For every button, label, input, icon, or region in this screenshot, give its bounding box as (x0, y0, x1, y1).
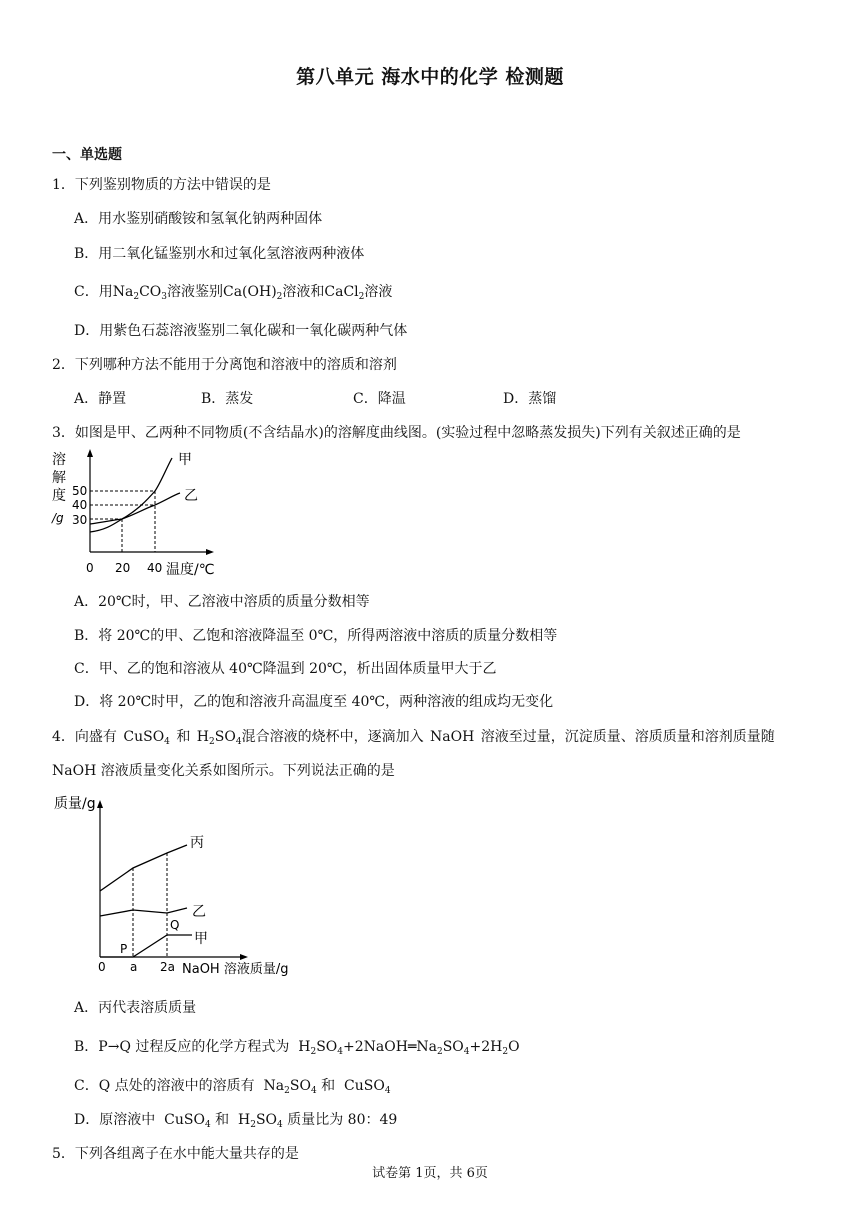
q3-ytick-50: 50 (72, 484, 88, 498)
q2-option-a: A．静置 (74, 391, 127, 407)
q3-y-arrow (87, 449, 93, 457)
q3-x-arrow (206, 549, 214, 555)
q4-option-c: C．Q 点处的溶液中的溶质有 $Na_2SO_4$ 和 CuSO$_4$ (74, 1078, 391, 1096)
q3-option-a: A．20℃时，甲、乙溶液中溶质的质量分数相等 (74, 594, 370, 610)
q3-xtick-20: 20 (115, 561, 131, 575)
solubility-graph (48, 444, 228, 584)
q4-line-bing (100, 845, 187, 891)
q4-option-a: A．丙代表溶质质量 (74, 1000, 197, 1016)
q3-curve-jia (90, 458, 172, 532)
q1-option-d: D．用紫色石蕊溶液鉴别二氧化碳和一氧化碳两种气体 (74, 323, 408, 339)
q3-option-c: C．甲、乙的饱和溶液从 40℃降温到 20℃，析出固体质量甲大于乙 (74, 661, 497, 677)
q3-ytick-30: 30 (72, 513, 88, 527)
q4-option-b: B．P→Q 过程反应的化学方程式为 $H_2SO_4+2NaOH═Na_2SO_4+2H_2O$ (74, 1039, 520, 1057)
q3-xtick-40: 40 (147, 561, 163, 575)
q3-option-b: B．将 20℃的甲、乙饱和溶液降温至 0℃，所得两溶液中溶质的质量分数相等 (74, 628, 558, 644)
q3-xtick-0: 0 (86, 561, 94, 575)
q5-stem: 5．下列各组离子在水中能大量共存的是 (52, 1146, 299, 1162)
q4-series-bing: 丙 (190, 835, 204, 851)
mass-graph (54, 790, 314, 980)
q1-option-c: C．用$Na_2CO_3$溶液鉴别$Ca(OH)_2$溶液和CaCl$_2$溶液 (74, 284, 393, 302)
q4-point-q: Q (170, 918, 180, 932)
q2-options (74, 388, 694, 408)
q4-stem-line1: 4．向盛有 CuSO$_4$ 和 $H_2SO_4$混合溶液的烧杯中，逐滴加入 NaOH 溶液至过量，沉淀质量、溶质质量和溶剂质量随 (52, 729, 775, 747)
page-footer: 试卷第 1页，共 6页 (372, 1166, 488, 1181)
q4-line-jia (100, 935, 192, 957)
q3-ylabel-2: 解 (52, 470, 66, 486)
q4-line-yi (100, 908, 187, 916)
q2-stem: 2．下列哪种方法不能用于分离饱和溶液中的溶质和溶剂 (52, 357, 397, 373)
q4-x-arrow (240, 954, 248, 960)
q4-xtick-a: a (130, 960, 138, 974)
q4-xlabel: NaOH 溶液质量/g (182, 962, 289, 977)
q2-option-b: B．蒸发 (201, 391, 254, 407)
q1-stem: 1．下列鉴别物质的方法中错误的是 (52, 177, 271, 193)
q4-stem-line2: NaOH 溶液质量变化关系如图所示。下列说法正确的是 (52, 763, 395, 779)
section-heading: 一、单选题 (52, 147, 122, 163)
q4-xtick-2a: 2a (160, 960, 175, 974)
q4-xtick-0: 0 (98, 960, 106, 974)
q1-option-b: B．用二氧化锰鉴别水和过氧化氢溶液两种液体 (74, 246, 365, 262)
q4-option-d: D．原溶液中 CuSO$_4$ 和 $H_2SO_4$ 质量比为 80：49 (74, 1112, 398, 1130)
q3-curve-yi (90, 493, 180, 524)
q3-xlabel: 温度/℃ (166, 562, 215, 578)
q4-point-p: P (120, 942, 128, 956)
q3-option-d: D．将 20℃时甲，乙的饱和溶液升高温度至 40℃，两种溶液的组成均无变化 (74, 694, 554, 710)
q3-ylabel-4: /g (52, 511, 64, 525)
q4-ylabel: 质量/g (54, 796, 96, 812)
q3-series-jia: 甲 (178, 452, 192, 468)
q4-series-jia: 甲 (194, 931, 208, 947)
q3-ylabel-1: 溶 (52, 452, 66, 468)
q1-option-a: A．用水鉴别硝酸铵和氢氧化钠两种固体 (74, 211, 323, 227)
q3-ylabel-3: 度 (52, 488, 66, 504)
q3-ytick-40: 40 (72, 498, 88, 512)
page-title: 第八单元 海水中的化学 检测题 (296, 66, 564, 88)
q4-series-yi: 乙 (192, 904, 206, 920)
q4-y-arrow (97, 800, 103, 808)
q3-stem: 3．如图是甲、乙两种不同物质(不含结晶水)的溶解度曲线图。(实验过程中忽略蒸发损失)下列有关叙述正确的是 (52, 425, 741, 441)
q3-series-yi: 乙 (184, 488, 198, 504)
q2-option-c: C．降温 (353, 391, 406, 407)
q2-option-d: D．蒸馏 (503, 391, 557, 407)
